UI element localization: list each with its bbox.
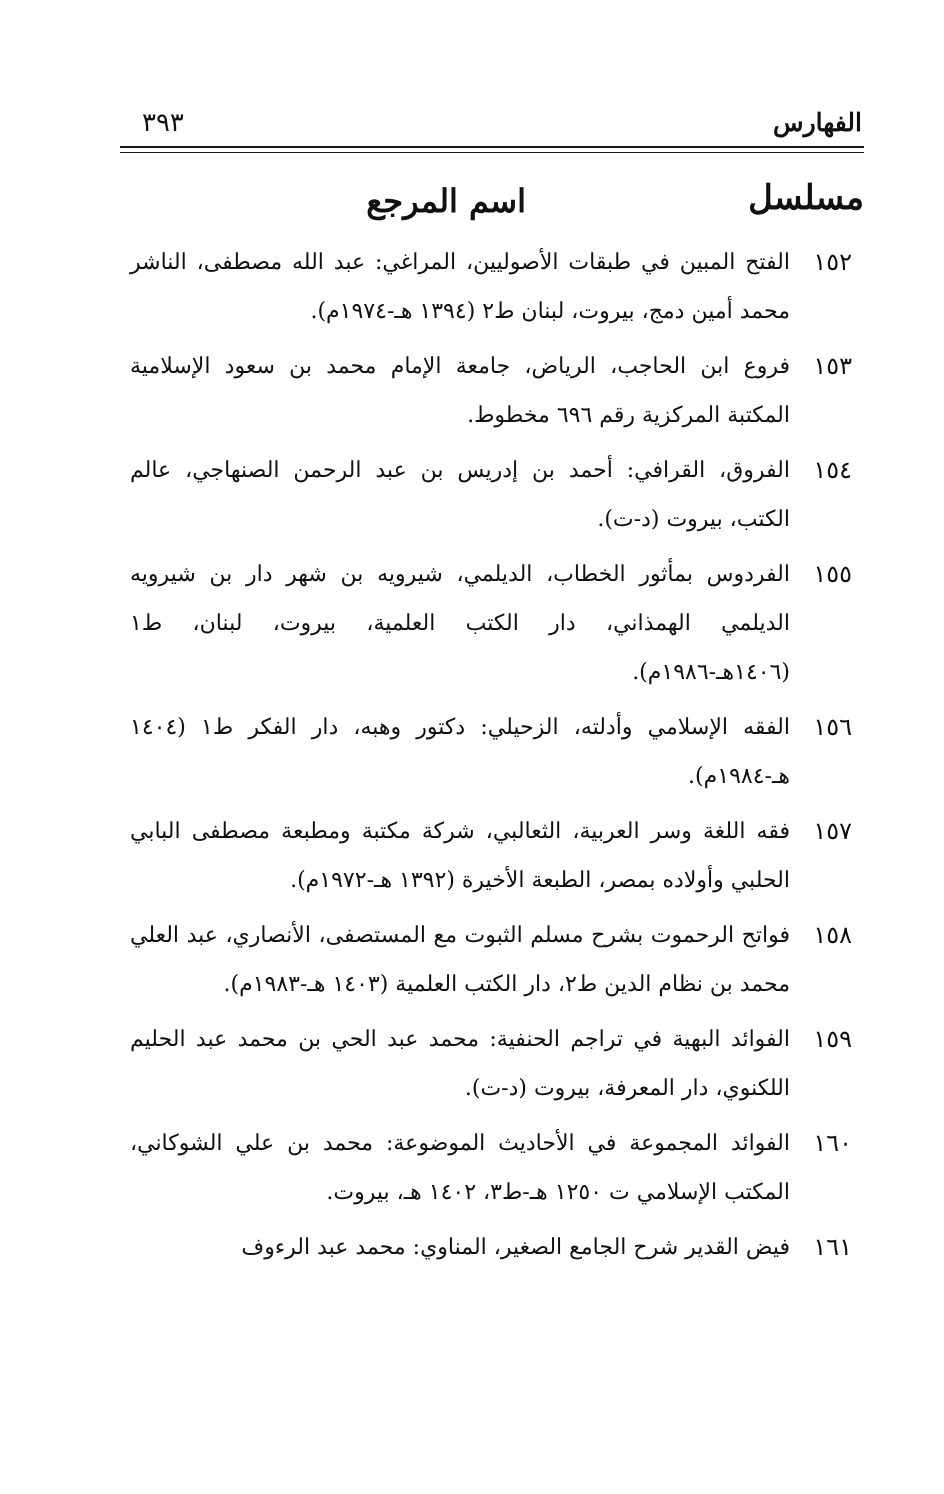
entry-text: فقه اللغة وسر العربية، الثعالبي، شركة مكتبة ومطبعة مصطفى البابي الحلبي وأولاده بمصر، الطبعة الأخيرة (١٣٩٢ هـ-١٩٧٢م). xyxy=(130,819,790,893)
entry-text: الفتح المبين في طبقات الأصوليين، المراغي: عبد الله مصطفى، الناشر محمد أمين دمج، بيروت، لبنان ط٢ (١٣٩٤ هـ-١٩٧٤م). xyxy=(130,250,790,324)
page-number: ٣٩٣ xyxy=(142,108,184,138)
entry-text: الفوائد البهية في تراجم الحنفية: محمد عبد الحي بن محمد عبد الحليم اللكنوي، دار المعرفة، بيروت (د-ت). xyxy=(130,1027,790,1101)
reference-entry xyxy=(126,1119,856,1217)
entry-text: فروع ابن الحاجب، الرياض، جامعة الإمام محمد بن سعود الإسلامية المكتبة المركزية رقم ٦٩٦ مخطوط. xyxy=(130,354,791,428)
reference-entry xyxy=(126,911,856,1009)
reference-entry xyxy=(126,550,856,697)
entry-number: ١٥٤ xyxy=(813,456,852,484)
reference-entry xyxy=(126,446,856,544)
header-rule-thin xyxy=(120,152,864,153)
entry-text: فيض القدير شرح الجامع الصغير، المناوي: محمد عبد الرءوف xyxy=(241,1235,790,1260)
column-header xyxy=(120,178,864,228)
entry-number: ١٥٢ xyxy=(813,248,852,276)
entry-text: الفقه الإسلامي وأدلته، الزحيلي: دكتور وهبه، دار الفكر ط١ (١٤٠٤ هـ-١٩٨٤م). xyxy=(130,715,790,789)
reference-entry xyxy=(126,1223,856,1272)
entry-number: ١٦١ xyxy=(813,1233,852,1261)
running-head-title: الفهارس xyxy=(773,108,862,137)
reference-entry xyxy=(126,342,856,440)
entry-text: فواتح الرحموت بشرح مسلم الثبوت مع المستصفى، الأنصاري، عبد العلي محمد بن نظام الدين ط٢، دار الكتب العلمية (١٤٠٣ هـ-١٩٨٣م). xyxy=(130,923,790,997)
entry-number: ١٦٠ xyxy=(813,1129,852,1157)
entry-number: ١٥٦ xyxy=(813,713,852,741)
reference-entry xyxy=(126,703,856,801)
entry-text: الفردوس بمأثور الخطاب، الديلمي، شيرويه بن شهر دار بن شيرويه الديلمي الهمذاني، دار الكتب العلمية، بيروت، لبنان، ط١ (١٤٠٦هـ-١٩٨٦م). xyxy=(130,562,790,685)
entry-number: ١٥٥ xyxy=(813,560,852,588)
entry-number: ١٥٧ xyxy=(813,817,852,845)
reference-list xyxy=(126,238,856,1278)
serial-column-heading: مسلسل xyxy=(748,178,864,218)
entry-number: ١٥٩ xyxy=(813,1025,852,1053)
entry-number: ١٥٣ xyxy=(813,352,852,380)
entry-text: الفوائد المجموعة في الأحاديث الموضوعة: محمد بن علي الشوكاني، المكتب الإسلامي ت ١٢٥٠ هـ-ط٣، ١٤٠٢ هـ، بيروت. xyxy=(130,1131,790,1205)
entry-number: ١٥٨ xyxy=(813,921,852,949)
reference-entry xyxy=(126,238,856,336)
reference-column-heading: اسم المرجع xyxy=(366,182,526,220)
reference-entry xyxy=(126,1015,856,1113)
running-head xyxy=(120,108,862,148)
reference-entry xyxy=(126,807,856,905)
header-rule-thick xyxy=(120,146,864,148)
entry-text: الفروق، القرافي: أحمد بن إدريس بن عبد الرحمن الصنهاجي، عالم الكتب، بيروت (د-ت). xyxy=(130,458,790,532)
